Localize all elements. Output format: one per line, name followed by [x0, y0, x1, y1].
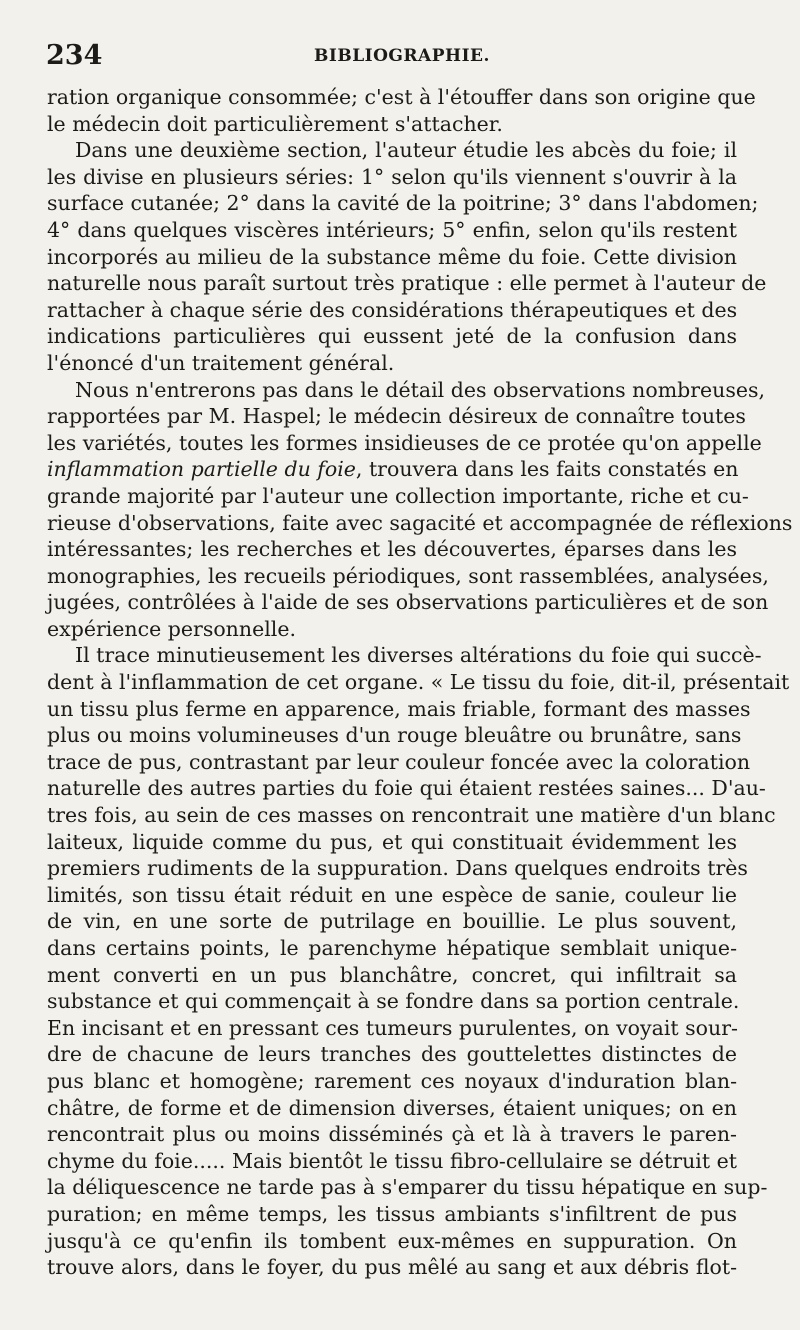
- text-line: premiers rudiments de la suppuration. Dans quelques endroits très: [47, 856, 748, 881]
- text-line: inflammation partielle du foie, trouvera dans les faits constatés en: [47, 457, 739, 482]
- text-line: grande majorité par l'auteur une collection importante, riche et cu-: [47, 483, 749, 508]
- text-line: ration organique consommée; c'est à l'étouffer dans son origine que: [47, 85, 756, 109]
- text-line: substance et qui commençait à se fondre dans sa portion centrale.: [47, 989, 740, 1014]
- page-header: [46, 40, 760, 76]
- text-line: tres fois, au sein de ces masses on rencontrait une matière d'un blanc: [47, 803, 776, 828]
- text-line: En incisant et en pressant ces tumeurs purulentes, on voyait sour-: [47, 1015, 738, 1040]
- text-line: monographies, les recueils périodiques, sont rassemblées, analysées,: [47, 563, 769, 588]
- text-line: intéressantes; les recherches et les découvertes, éparses dans les: [47, 537, 737, 562]
- text-line: trouve alors, dans le foyer, du pus mêlé au sang et aux débris flot-: [47, 1255, 737, 1280]
- text-line: un tissu plus ferme en apparence, mais friable, formant des masses: [47, 696, 751, 721]
- text-line: l'énoncé d'un traitement général.: [47, 350, 395, 375]
- text-line: naturelle des autres parties du foie qui étaient restées saines... D'au-: [47, 776, 766, 801]
- text-line: châtre, de forme et de dimension diverses, étaient uniques; on en: [47, 1095, 737, 1120]
- text-line: rattacher à chaque série des considérations thérapeutiques et des: [47, 297, 738, 322]
- text-line: Dans une deuxième section, l'auteur étudie les abcès du foie; il: [75, 138, 737, 163]
- text-line: de vin, en une sorte de putrilage en bouillie. Le plus souvent,: [47, 909, 737, 934]
- text-line: la déliquescence ne tarde pas à s'emparer du tissu hépatique en sup-: [47, 1175, 768, 1200]
- text-line: ment converti en un pus blanchâtre, concret, qui infiltrait sa: [47, 962, 737, 987]
- text-line: dre de chacune de leurs tranches des gouttelettes distinctes de: [47, 1042, 737, 1067]
- text-line: Il trace minutieusement les diverses altérations du foie qui succè-: [75, 643, 762, 668]
- body-text: [47, 84, 793, 1281]
- text-line: limités, son tissu était réduit en une espèce de sanie, couleur lie: [47, 882, 737, 907]
- running-title: BIBLIOGRAPHIE.: [314, 46, 490, 66]
- text-line: incorporés au milieu de la substance même du foie. Cette division: [47, 244, 737, 269]
- text-line: les variétés, toutes les formes insidieuses de ce protée qu'on appelle: [47, 430, 762, 455]
- text-line: Nous n'entrerons pas dans le détail des observations nombreuses,: [75, 377, 766, 402]
- text-line: laiteux, liquide comme du pus, et qui constituait évidemment les: [47, 829, 737, 854]
- text-line: rieuse d'observations, faite avec sagacité et accompagnée de réflexions: [47, 510, 793, 535]
- italic-phrase: inflammation partielle du foie: [47, 457, 356, 482]
- text-line: jusqu'à ce qu'enfin ils tombent eux-mêmes en suppuration. On: [47, 1228, 737, 1253]
- text-line: puration; en même temps, les tissus ambiants s'infiltrent de pus: [47, 1201, 737, 1226]
- text-line: pus blanc et homogène; rarement ces noyaux d'induration blan-: [47, 1068, 737, 1093]
- text-line: surface cutanée; 2° dans la cavité de la poitrine; 3° dans l'abdomen;: [47, 191, 759, 216]
- page-number: 234: [46, 40, 103, 71]
- text-line: plus ou moins volumineuses d'un rouge bleuâtre ou brunâtre, sans: [47, 723, 742, 748]
- text-line: le médecin doit particulièrement s'attacher.: [47, 111, 503, 136]
- text-line: 4° dans quelques viscères intérieurs; 5° enfin, selon qu'ils restent: [47, 217, 737, 242]
- text-line: dent à l'inflammation de cet organe. « Le tissu du foie, dit-il, présentait: [47, 670, 790, 695]
- text-line: jugées, contrôlées à l'aide de ses observations particulières et de son: [47, 590, 769, 615]
- text-line: indications particulières qui eussent jeté de la confusion dans: [47, 324, 737, 349]
- text-line: rencontrait plus ou moins disséminés çà et là à travers le paren-: [47, 1122, 737, 1147]
- text-line: expérience personnelle.: [47, 616, 296, 641]
- text-line: rapportées par M. Haspel; le médecin désireux de connaître toutes: [47, 404, 746, 429]
- text-line: trace de pus, contrastant par leur couleur foncée avec la coloration: [47, 749, 751, 774]
- text-line: les divise en plusieurs séries: 1° selon qu'ils viennent s'ouvrir à la: [47, 164, 737, 189]
- text-line: naturelle nous paraît surtout très pratique : elle permet à l'auteur de: [47, 271, 767, 296]
- text-line: chyme du foie..... Mais bientôt le tissu fibro-cellulaire se détruit et: [47, 1148, 737, 1173]
- text-line: dans certains points, le parenchyme hépatique semblait unique-: [47, 936, 737, 960]
